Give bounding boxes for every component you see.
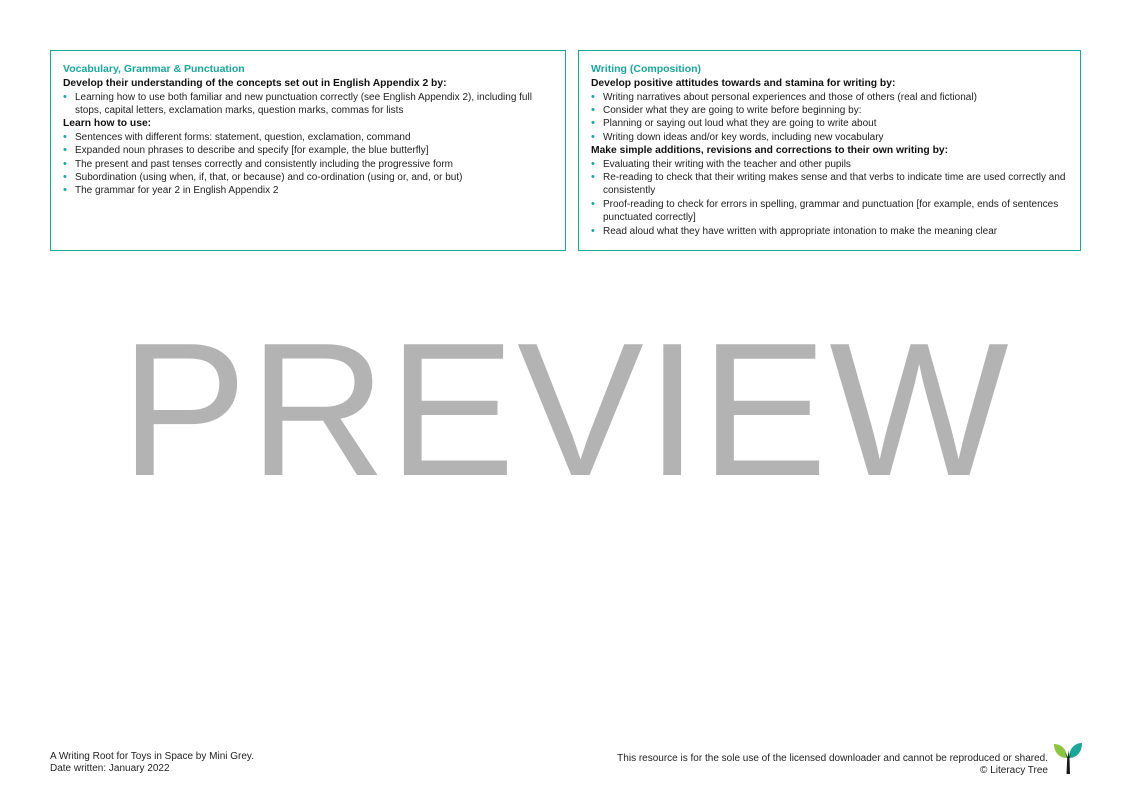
bullet-icon: • [63, 184, 67, 197]
bullet-icon: • [591, 197, 595, 210]
list-item: • Evaluating their writing with the teacher and other pupils [591, 157, 851, 170]
panel-title: Vocabulary, Grammar & Punctuation [63, 63, 245, 75]
bullet-icon: • [63, 157, 67, 170]
bullet-icon: • [63, 90, 67, 103]
copyright: © Literacy Tree [980, 765, 1048, 776]
list-item: • Writing narratives about personal experiences and those of others (real and fictional) [591, 90, 977, 103]
bullet-icon: • [591, 130, 595, 143]
license-notice: This resource is for the sole use of the licensed downloader and cannot be reproduced or shared. [617, 753, 1048, 764]
footer-title: A Writing Root for Toys in Space by Mini Grey. [50, 751, 254, 762]
list-item: • Proof-reading to check for errors in spelling, grammar and punctuation [for example, ends of sentences punctuated correctly] [591, 197, 1059, 224]
list-item: • Subordination (using when, if, that, or because) and co-ordination (using or, and, or but) [63, 171, 463, 184]
list-item: • Consider what they are going to write before beginning by: [591, 103, 862, 116]
writing-panel [578, 50, 1081, 251]
bullet-list [591, 158, 1068, 238]
bullet-icon: • [63, 130, 67, 143]
bullet-icon: • [591, 171, 595, 184]
panel-heading: Develop positive attitudes towards and stamina for writing by: [591, 78, 896, 89]
list-item: • Learning how to use both familiar and new punctuation correctly (see English Appendix 2), including full stops, capital letters, exclamation marks, question marks, commas for lists [63, 90, 532, 116]
bullet-list [63, 91, 553, 118]
list-item: • Re-reading to check that their writing makes sense and that verbs to indicate time are used correctly and consistently [591, 171, 1066, 197]
list-item: • Read aloud what they have written with appropriate intonation to make the meaning clear [591, 224, 998, 237]
bullet-icon: • [63, 171, 67, 184]
list-item: • Sentences with different forms: statement, question, exclamation, command [63, 130, 411, 143]
literacy-tree-logo-icon [1052, 740, 1084, 774]
footer-date: Date written: January 2022 [50, 763, 170, 774]
panel-heading: Make simple additions, revisions and corrections to their own writing by: [591, 145, 949, 157]
footer-notice [617, 753, 1048, 777]
bullet-list [591, 91, 1068, 145]
list-item: • Planning or saying out loud what they are going to write about [591, 117, 877, 130]
footer-credit [50, 751, 254, 775]
bullet-icon: • [591, 103, 595, 116]
bullet-icon: • [591, 157, 595, 170]
panel-heading: Learn how to use: [63, 118, 152, 130]
list-item: • Writing down ideas and/or key words, including new vocabulary [591, 130, 884, 143]
panel-heading: Develop their understanding of the concepts set out in English Appendix 2 by: [63, 78, 447, 89]
bullet-icon: • [591, 117, 595, 130]
preview-watermark: PREVIEW [120, 304, 1011, 516]
panel-title: Writing (Composition) [591, 63, 702, 75]
bullet-icon: • [591, 90, 595, 103]
bullet-icon: • [63, 144, 67, 157]
vocabulary-panel [50, 50, 566, 251]
list-item: • The grammar for year 2 in English Appendix 2 [63, 184, 279, 197]
list-item: • Expanded noun phrases to describe and specify [for example, the blue butterfly] [63, 144, 429, 157]
bullet-icon: • [591, 224, 595, 237]
list-item: • The present and past tenses correctly and consistently including the progressive form [63, 157, 453, 170]
bullet-list [63, 131, 553, 198]
